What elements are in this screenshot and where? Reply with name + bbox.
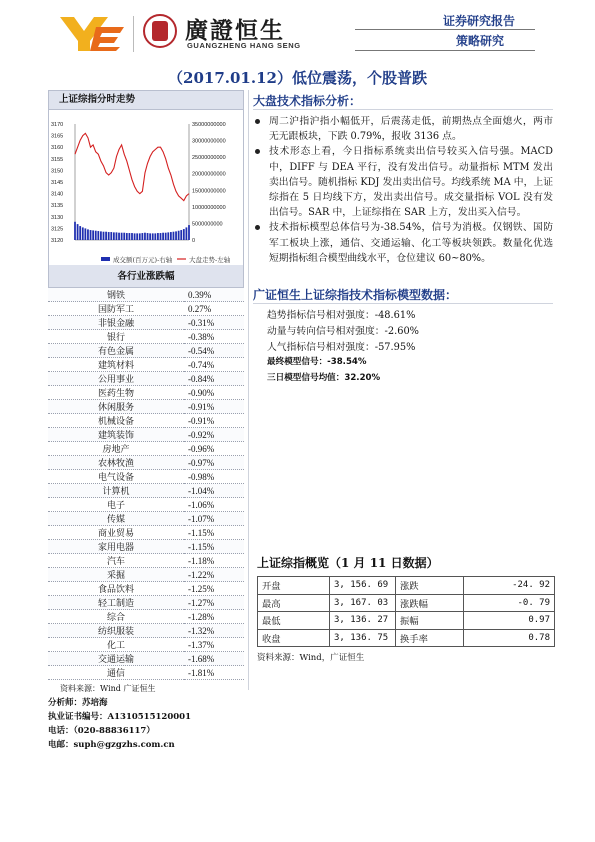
index-overview [257, 554, 555, 663]
table-row [48, 316, 244, 330]
sector-name: 医药生物 [48, 386, 184, 400]
y-tick-label: 3125 [51, 226, 64, 233]
overview-label: 换手率 [396, 629, 464, 647]
model-title: 广证恒生上证综指技术指标模型数据： [253, 286, 553, 304]
analysis-bullet: 周二沪指沪指小幅低开，后震荡走低，前期热点全面熄火，两市无无跟板块，下跌 0.79%，报收 3136 点。 [253, 114, 553, 144]
table-row [48, 666, 244, 680]
ye-logo-icon [60, 13, 126, 53]
volume-bar [167, 232, 169, 240]
volume-bar [92, 230, 94, 240]
y-tick-label: 3160 [51, 145, 64, 152]
volume-bar [134, 233, 136, 240]
analyst-phone-label: 电话： [48, 726, 74, 736]
analyst-cert-label: 执业证书编号： [48, 712, 108, 722]
sector-name: 化工 [48, 638, 184, 652]
sector-name: 电气设备 [48, 470, 184, 484]
volume-bar [180, 230, 182, 240]
sector-name: 计算机 [48, 484, 184, 498]
overview-value: 3, 156. 69 [330, 577, 396, 595]
sector-name: 国防军工 [48, 302, 184, 316]
sector-change: -1.06% [184, 498, 244, 512]
y-tick-label: 3170 [51, 122, 64, 128]
sector-name: 非银金融 [48, 316, 184, 330]
sector-name: 家用电器 [48, 540, 184, 554]
y2-tick-label: 35000000000 [192, 122, 226, 128]
sector-change: -1.28% [184, 610, 244, 624]
analyst-email-line [48, 738, 244, 752]
analysis-bullet: 技术指标模型总体信号为-38.54%，信号为消极。仅钢铁、国防军工板块上涨，通信、交通运输、化工等板块领跌。数量化优选短期指标组合模型曲线水平，仓位建议 60~80%。 [253, 220, 553, 266]
analyst-info [48, 696, 244, 752]
y-tick-label: 3145 [51, 180, 64, 186]
y-tick-label: 3165 [51, 133, 64, 140]
intraday-chart-svg [49, 110, 245, 265]
overview-table [257, 576, 555, 647]
volume-bar [144, 233, 146, 240]
volume-bar [79, 226, 81, 240]
volume-bar [87, 229, 89, 240]
analyst-email[interactable]: suph@gzgzhs.com.cn [73, 740, 175, 750]
sector-change: -0.91% [184, 400, 244, 414]
table-row [48, 470, 244, 484]
volume-bar [113, 232, 115, 240]
sector-change: -1.15% [184, 540, 244, 554]
sector-change: -0.91% [184, 414, 244, 428]
legend-index: 大盘走势-左轴 [189, 256, 231, 264]
table-row [258, 629, 555, 647]
sector-change: 0.27% [184, 302, 244, 316]
volume-bar [105, 232, 107, 240]
analyst-name-label: 分析师： [48, 698, 83, 708]
table-row [48, 386, 244, 400]
overview-label: 最高 [258, 594, 330, 612]
sector-name: 汽车 [48, 554, 184, 568]
sector-change: -0.98% [184, 470, 244, 484]
header-rule-bottom [355, 50, 535, 51]
model-final: 最终模型信号：-38.54% [267, 357, 367, 368]
volume-bar [84, 228, 86, 240]
sector-change: -1.07% [184, 512, 244, 526]
volume-bar [147, 233, 149, 240]
chart-title: 上证综指分时走势 [48, 90, 244, 110]
volume-bar [77, 224, 79, 240]
logo-divider [133, 16, 134, 52]
y2-tick-label: 30000000000 [192, 138, 226, 145]
y2-tick-label: 0 [192, 238, 196, 244]
volume-bar [165, 233, 167, 240]
analyst-phone: （020-88836117） [73, 726, 155, 736]
overview-value: -24. 92 [464, 577, 555, 595]
sector-name: 银行 [48, 330, 184, 344]
overview-value: 3, 167. 03 [330, 594, 396, 612]
table-row [48, 456, 244, 470]
overview-label: 开盘 [258, 577, 330, 595]
sector-name: 轻工制造 [48, 596, 184, 610]
volume-bar [175, 231, 177, 240]
volume-bar [154, 233, 156, 240]
sector-change: -0.97% [184, 456, 244, 470]
table-row [48, 358, 244, 372]
analyst-email-label: 电邮： [48, 740, 74, 750]
table-row [48, 540, 244, 554]
sector-source: 资料来源：Wind 广证恒生 [60, 684, 156, 693]
sector-change: -1.15% [184, 526, 244, 540]
y-tick-label: 3135 [51, 203, 64, 210]
analysis-bullet: 技术形态上看，今日指标系统卖出信号较买入信号强。MACD 中，DIFF 与 DEA 平行，没有发出信号。动量指标 MTM 发出卖出信号。随机指标 KDJ 发出卖出信号。均线系统 MA 中，上证综指在 5 日均线下方，发出卖出信号。成交量指标 VOL 没有发出信号。SAR 中，上证综指在 SAR 上方，发出买入信号。 [253, 144, 553, 220]
volume-bar [188, 225, 190, 240]
volume-bar [178, 231, 180, 240]
volume-bar [183, 229, 185, 240]
left-column [48, 90, 244, 752]
sector-change: -1.68% [184, 652, 244, 666]
y-tick-label: 3150 [51, 168, 64, 175]
table-row [258, 577, 555, 595]
y2-tick-label: 10000000000 [192, 204, 226, 211]
sector-change: -1.27% [184, 596, 244, 610]
sector-change: -0.74% [184, 358, 244, 372]
table-row [48, 512, 244, 526]
volume-bar [152, 233, 154, 240]
sector-name: 传媒 [48, 512, 184, 526]
model-trend: 趋势指标信号相对强度：-48.61% [267, 310, 416, 322]
sector-change: -0.92% [184, 428, 244, 442]
volume-bar [186, 227, 188, 240]
table-row [48, 526, 244, 540]
table-row [48, 344, 244, 358]
table-row [48, 638, 244, 652]
sector-name: 公用事业 [48, 372, 184, 386]
overview-label: 收盘 [258, 629, 330, 647]
overview-source: 资料来源：Wind，广证恒生 [257, 653, 365, 663]
analyst-phone-line [48, 724, 244, 738]
table-row [48, 610, 244, 624]
model-three-day: 三日模型信号均值：32.20% [267, 373, 381, 384]
volume-bar [162, 233, 164, 240]
overview-label: 涨跌幅 [396, 594, 464, 612]
report-type: 证券研究报告 [442, 14, 515, 28]
sector-change: -1.81% [184, 666, 244, 680]
model-sentiment: 人气指标信号相对强度：-57.95% [267, 341, 416, 353]
page-header [0, 0, 595, 64]
brand-name-en: GUANGZHENG HANG SENG [187, 41, 301, 50]
table-row [48, 596, 244, 610]
sector-name: 机械设备 [48, 414, 184, 428]
volume-bar [157, 233, 159, 240]
table-row [48, 498, 244, 512]
analyst-name: 苏培海 [82, 698, 108, 708]
sector-change: -1.22% [184, 568, 244, 582]
y2-tick-label: 25000000000 [192, 155, 226, 162]
volume-bar [170, 232, 172, 240]
model-data [253, 308, 553, 387]
legend-volume-swatch [101, 257, 110, 261]
brand-name-cn: 廣證恒生 [185, 17, 285, 44]
header-rule-top [355, 29, 535, 30]
sector-change: -0.90% [184, 386, 244, 400]
table-row [48, 624, 244, 638]
report-title: （2017.01.12）低位震荡，个股普跌 [168, 69, 427, 87]
table-row [48, 414, 244, 428]
table-row [48, 554, 244, 568]
overview-value: 3, 136. 27 [330, 612, 396, 630]
y-tick-label: 3130 [51, 214, 64, 221]
table-row [48, 484, 244, 498]
volume-bar [82, 227, 84, 240]
volume-bar [103, 232, 105, 240]
legend-volume: 成交额(百万元)-右轴 [113, 256, 173, 264]
volume-bar [160, 233, 162, 240]
sector-name: 建筑装饰 [48, 428, 184, 442]
sector-change: -0.96% [184, 442, 244, 456]
volume-bar [95, 231, 97, 240]
volume-bar [121, 233, 123, 240]
sector-change: -1.04% [184, 484, 244, 498]
index-line [75, 133, 189, 200]
overview-label: 振幅 [396, 612, 464, 630]
volume-bar [110, 232, 112, 240]
y-tick-label: 3155 [51, 156, 64, 163]
volume-bar [108, 232, 110, 240]
overview-value: -0. 79 [464, 594, 555, 612]
sector-name: 食品饮料 [48, 582, 184, 596]
overview-label: 最低 [258, 612, 330, 630]
sector-name: 综合 [48, 610, 184, 624]
volume-bar [100, 231, 102, 240]
analyst-cert-line [48, 710, 244, 724]
table-row [48, 442, 244, 456]
sector-name: 房地产 [48, 442, 184, 456]
sector-name: 商业贸易 [48, 526, 184, 540]
sector-name: 纺织服装 [48, 624, 184, 638]
volume-bar [90, 230, 92, 240]
table-row [48, 400, 244, 414]
volume-bar [97, 231, 99, 240]
sector-name: 农林牧渔 [48, 456, 184, 470]
sector-name: 建筑材料 [48, 358, 184, 372]
volume-bar [74, 222, 76, 240]
volume-bar [118, 233, 120, 240]
sector-change: -0.54% [184, 344, 244, 358]
table-row [48, 288, 244, 302]
y2-tick-label: 15000000000 [192, 188, 226, 195]
column-divider [248, 90, 249, 690]
report-subtype: 策略研究 [455, 34, 504, 48]
table-row [48, 568, 244, 582]
intraday-chart [48, 110, 244, 265]
volume-bar [136, 233, 138, 240]
sector-name: 休闲服务 [48, 400, 184, 414]
volume-bar [116, 232, 118, 240]
sector-change: -1.32% [184, 624, 244, 638]
overview-value: 0.97 [464, 612, 555, 630]
sector-change: 0.39% [184, 288, 244, 302]
table-row [48, 582, 244, 596]
overview-label: 涨跌 [396, 577, 464, 595]
right-column [253, 92, 553, 387]
model-momentum: 动量与转向信号相对强度：-2.60% [267, 325, 419, 337]
table-row [48, 330, 244, 344]
sector-name: 通信 [48, 666, 184, 680]
sector-name: 交通运输 [48, 652, 184, 666]
analyst-name-line [48, 696, 244, 710]
overview-title: 上证综指概览（1 月 11 日数据） [257, 556, 439, 570]
overview-value: 3, 136. 75 [330, 629, 396, 647]
volume-bar [141, 233, 143, 240]
volume-bar [129, 233, 131, 240]
sector-change: -1.18% [184, 554, 244, 568]
analysis-bullets [253, 114, 553, 266]
table-row [48, 428, 244, 442]
table-row [48, 302, 244, 316]
table-row [258, 594, 555, 612]
sector-change: -0.38% [184, 330, 244, 344]
volume-bar [149, 233, 151, 240]
y2-tick-label: 5000000000 [192, 221, 223, 228]
volume-bar [131, 233, 133, 240]
seal-logo-icon [143, 14, 177, 48]
y2-tick-label: 20000000000 [192, 171, 226, 178]
overview-value: 0.78 [464, 629, 555, 647]
volume-bar [123, 233, 125, 240]
analyst-cert: A1310515120001 [107, 712, 191, 722]
table-row [48, 372, 244, 386]
volume-bar [139, 233, 141, 240]
sector-name: 钢铁 [48, 288, 184, 302]
sector-table-header: 各行业涨跌幅 [48, 265, 244, 288]
sector-change: -1.37% [184, 638, 244, 652]
sector-change: -1.25% [184, 582, 244, 596]
volume-bar [126, 233, 128, 240]
sector-name: 采掘 [48, 568, 184, 582]
sector-table [48, 288, 244, 680]
table-row [48, 652, 244, 666]
analysis-title: 大盘技术指标分析： [253, 92, 553, 110]
sector-change: -0.84% [184, 372, 244, 386]
sector-change: -0.31% [184, 316, 244, 330]
sector-name: 有色金属 [48, 344, 184, 358]
y-tick-label: 3120 [51, 238, 64, 244]
y-tick-label: 3140 [51, 191, 64, 198]
table-row [258, 612, 555, 630]
sector-name: 电子 [48, 498, 184, 512]
volume-bar [173, 232, 175, 240]
